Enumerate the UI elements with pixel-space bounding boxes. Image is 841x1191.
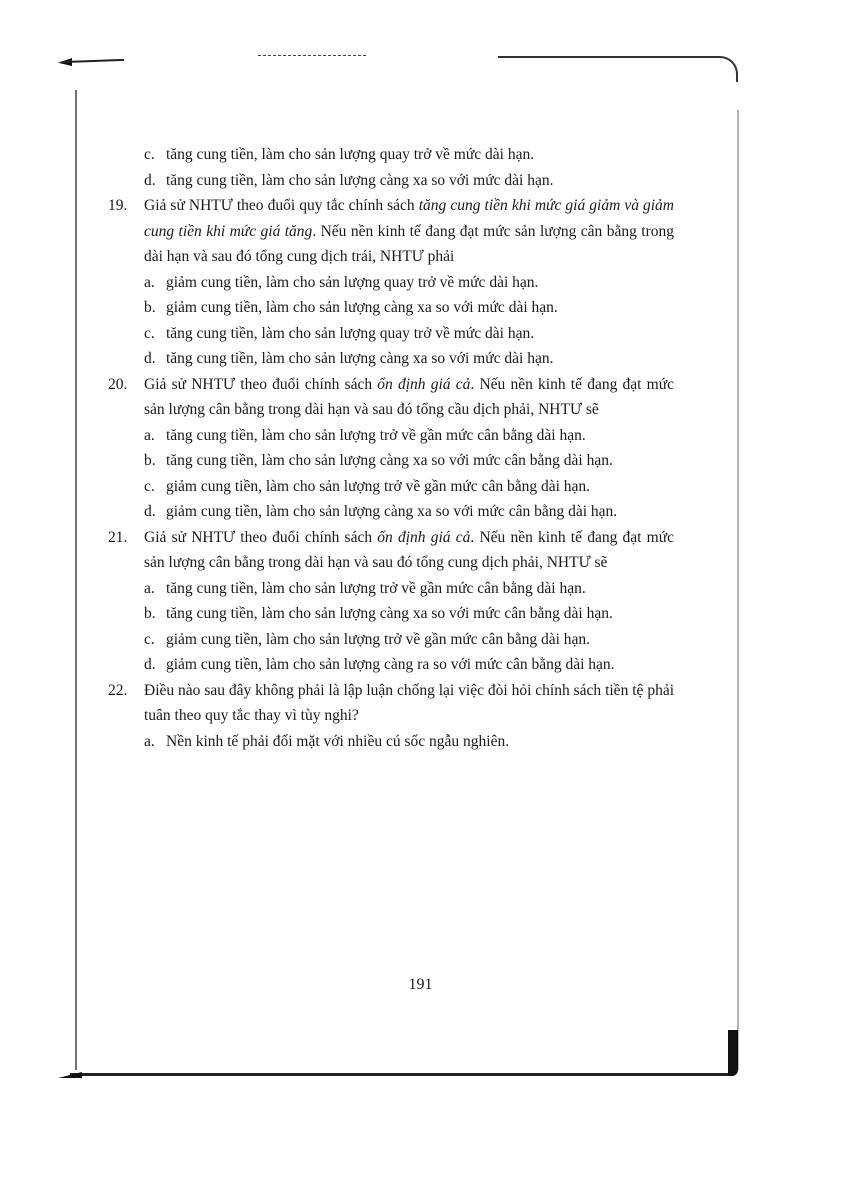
question [108,678,674,729]
option-text: tăng cung tiền, làm cho sản lượng càng xa so với mức cân bằng dài hạn. [166,605,613,622]
question-number: 20. [108,375,128,393]
option-text: giảm cung tiền, làm cho sản lượng càng ra so với mức cân bằng dài hạn. [166,656,615,673]
frame-corner-bottom-right [728,1030,738,1076]
question-text: Điều nào sau đây không phải là lập luận chống lại việc đòi hỏi chính sách tiền tệ phải tuân theo quy tắc thay vì tùy nghi? [144,681,674,724]
option-text: tăng cung tiền, làm cho sản lượng càng xa so với mức cân bằng dài hạn. [166,452,613,469]
frame-corner-top-right [716,56,738,82]
page-number: 191 [408,976,433,993]
option-letter: b. [144,452,156,469]
answer-option [108,627,674,653]
option-text: tăng cung tiền, làm cho sản lượng càng xa so với mức dài hạn. [166,171,554,189]
option-text: tăng cung tiền, làm cho sản lượng trở về gần mức cân bằng dài hạn. [166,426,586,444]
question [108,193,674,270]
question-number: 19. [108,197,128,214]
question [108,372,674,423]
answer-option [108,601,674,627]
question-number: 22. [108,681,128,699]
option-text: tăng cung tiền, làm cho sản lượng quay trở về mức dài hạn. [166,324,535,342]
frame-bottom-line [70,1073,732,1076]
option-text: Nền kinh tế phải đối mặt với nhiều cú sốc ngẫu nghiên. [166,732,510,750]
answer-option [108,499,674,525]
option-letter: c. [144,630,155,648]
answer-option [108,576,674,602]
answer-option [108,346,674,372]
option-letter: c. [144,146,155,163]
option-letter: d. [144,171,156,189]
question-text: Giả sử NHTƯ theo đuổi chính sách [144,375,378,393]
answer-option [108,448,674,474]
answer-option [108,423,674,449]
question-number: 21. [108,528,128,546]
question-text: tăng cung tiền khi mức giá giảm và giảm cung tiền khi mức giá tăng [144,197,675,240]
frame-left-line [75,90,77,1070]
question-text: . Nếu nền kinh tế đang đạt mức sản lượng cân bằng trong dài hạn và sau đó tổng cung dịch phải, NHTƯ sẽ [144,528,674,571]
question-text: Giả sử NHTƯ theo đuổi chính sách [144,528,378,546]
question-text: ổn định giá cả [377,375,471,393]
answer-option [108,652,674,678]
answer-option [108,168,674,194]
option-text: giảm cung tiền, làm cho sản lượng trở về gần mức cân bằng dài hạn. [166,477,591,495]
option-letter: b. [144,299,156,316]
answer-option [108,729,674,755]
option-letter: d. [144,350,156,367]
option-text: giảm cung tiền, làm cho sản lượng trở về gần mức cân bằng dài hạn. [166,630,591,648]
option-letter: d. [144,656,156,673]
question-text: . Nếu nền kinh tế đang đạt mức sản lượng cân bằng trong dài hạn và sau đó tổng cung dịch trái, NHTƯ phải [144,222,674,265]
option-letter: a. [144,732,155,750]
frame-top-right-line [498,56,720,58]
option-text: giảm cung tiền, làm cho sản lượng càng xa so với mức dài hạn. [166,299,558,316]
option-letter: a. [144,273,155,291]
question-list [108,142,674,754]
answer-option [108,295,674,321]
answer-option [108,142,674,168]
option-text: giảm cung tiền, làm cho sản lượng càng xa so với mức cân bằng dài hạn. [166,503,618,520]
option-letter: b. [144,605,156,622]
option-letter: c. [144,477,155,495]
question-text: ổn định giá cả [377,528,471,546]
option-text: giảm cung tiền, làm cho sản lượng quay trở về mức dài hạn. [166,273,539,291]
frame-dashed-line [258,55,366,56]
question-text: . Nếu nền kinh tế đang đạt mức sản lượng cân bằng trong dài hạn và sau đó tổng cầu dịch phải, NHTƯ sẽ [144,375,674,418]
answer-option [108,270,674,296]
option-text: tăng cung tiền, làm cho sản lượng quay trở về mức dài hạn. [166,146,535,163]
option-letter: a. [144,579,155,597]
question-text: Giả sử NHTƯ theo đuổi quy tắc chính sách [144,197,419,214]
question [108,525,674,576]
option-text: tăng cung tiền, làm cho sản lượng trở về gần mức cân bằng dài hạn. [166,579,586,597]
answer-option [108,474,674,500]
option-text: tăng cung tiền, làm cho sản lượng càng xa so với mức dài hạn. [166,350,554,367]
option-letter: c. [144,324,155,342]
option-letter: d. [144,503,156,520]
option-letter: a. [144,426,155,444]
frame-right-line [737,110,739,1070]
answer-option [108,321,674,347]
